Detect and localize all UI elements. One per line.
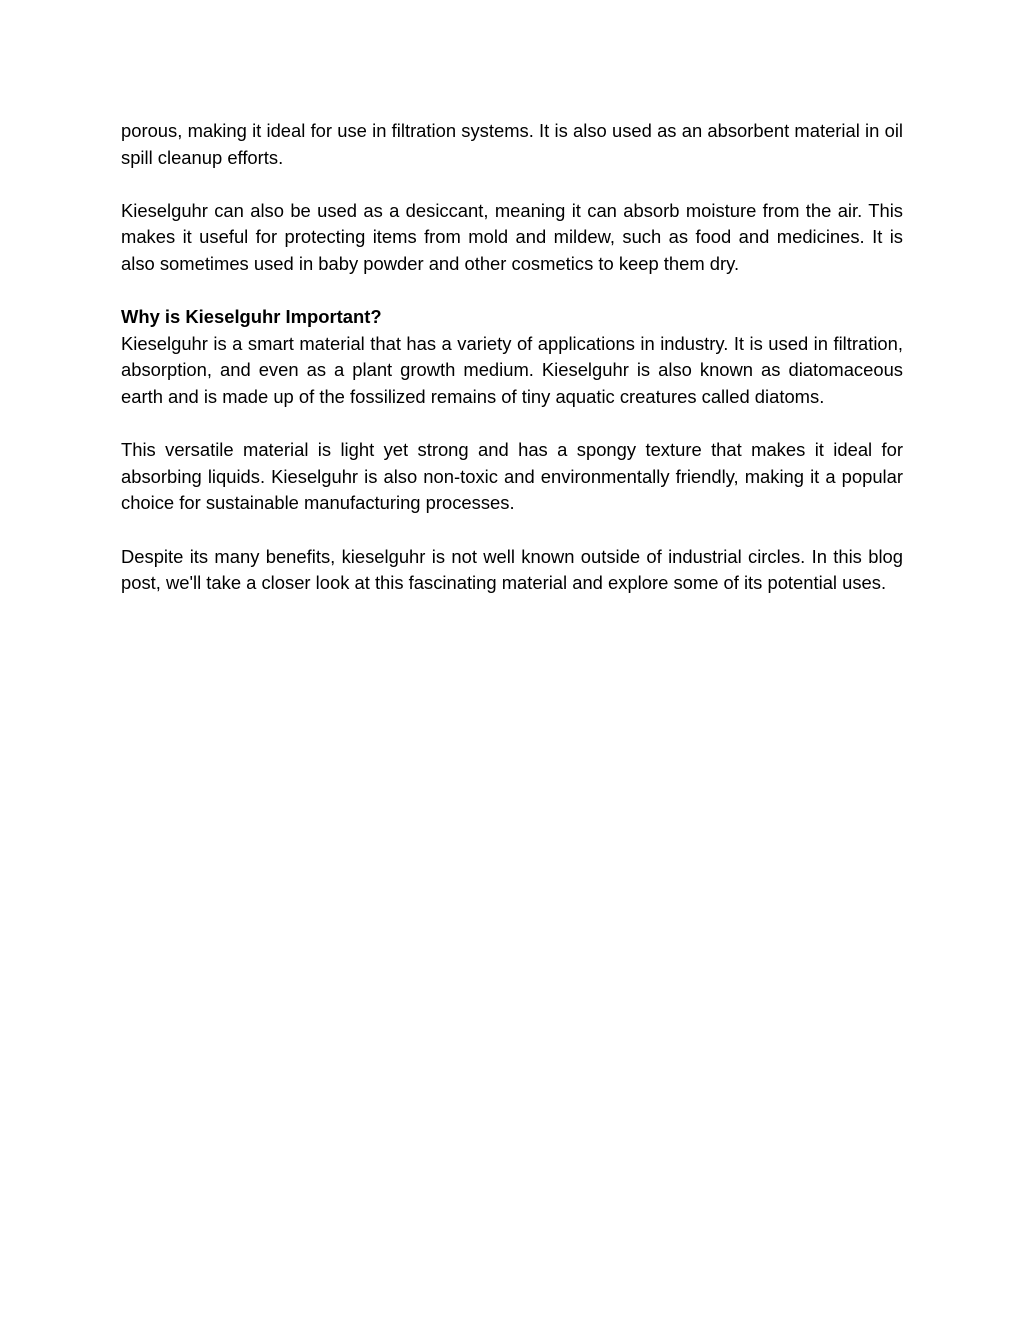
body-paragraph: Kieselguhr can also be used as a desiccant, meaning it can absorb moisture from the air. This makes it useful for protecting items from mold and mildew, such as food and medicines. It is also sometimes used in baby powder and other cosmetics to keep them dry. xyxy=(121,199,903,274)
section-heading: Why is Kieselguhr Important? xyxy=(121,306,382,328)
document-page xyxy=(121,118,903,623)
body-paragraph: This versatile material is light yet strong and has a spongy texture that makes it ideal for absorbing liquids. Kieselguhr is also non-toxic and environmentally friendly, making it a popular choice for sustainable manufacturing processes. xyxy=(121,439,903,514)
body-paragraph: Despite its many benefits, kieselguhr is not well known outside of industrial circles. In this blog post, we'll take a closer look at this fascinating material and explore some of its potential uses. xyxy=(121,545,903,594)
body-paragraph: porous, making it ideal for use in filtration systems. It is also used as an absorbent material in oil spill cleanup efforts. xyxy=(121,120,903,168)
body-paragraph: Kieselguhr is a smart material that has a variety of applications in industry. It is used in filtration, absorption, and even as a plant growth medium. Kieselguhr is also known as diatomaceous earth and is made up of the fossilized remains of tiny aquatic creatures called diatoms. xyxy=(121,332,903,407)
